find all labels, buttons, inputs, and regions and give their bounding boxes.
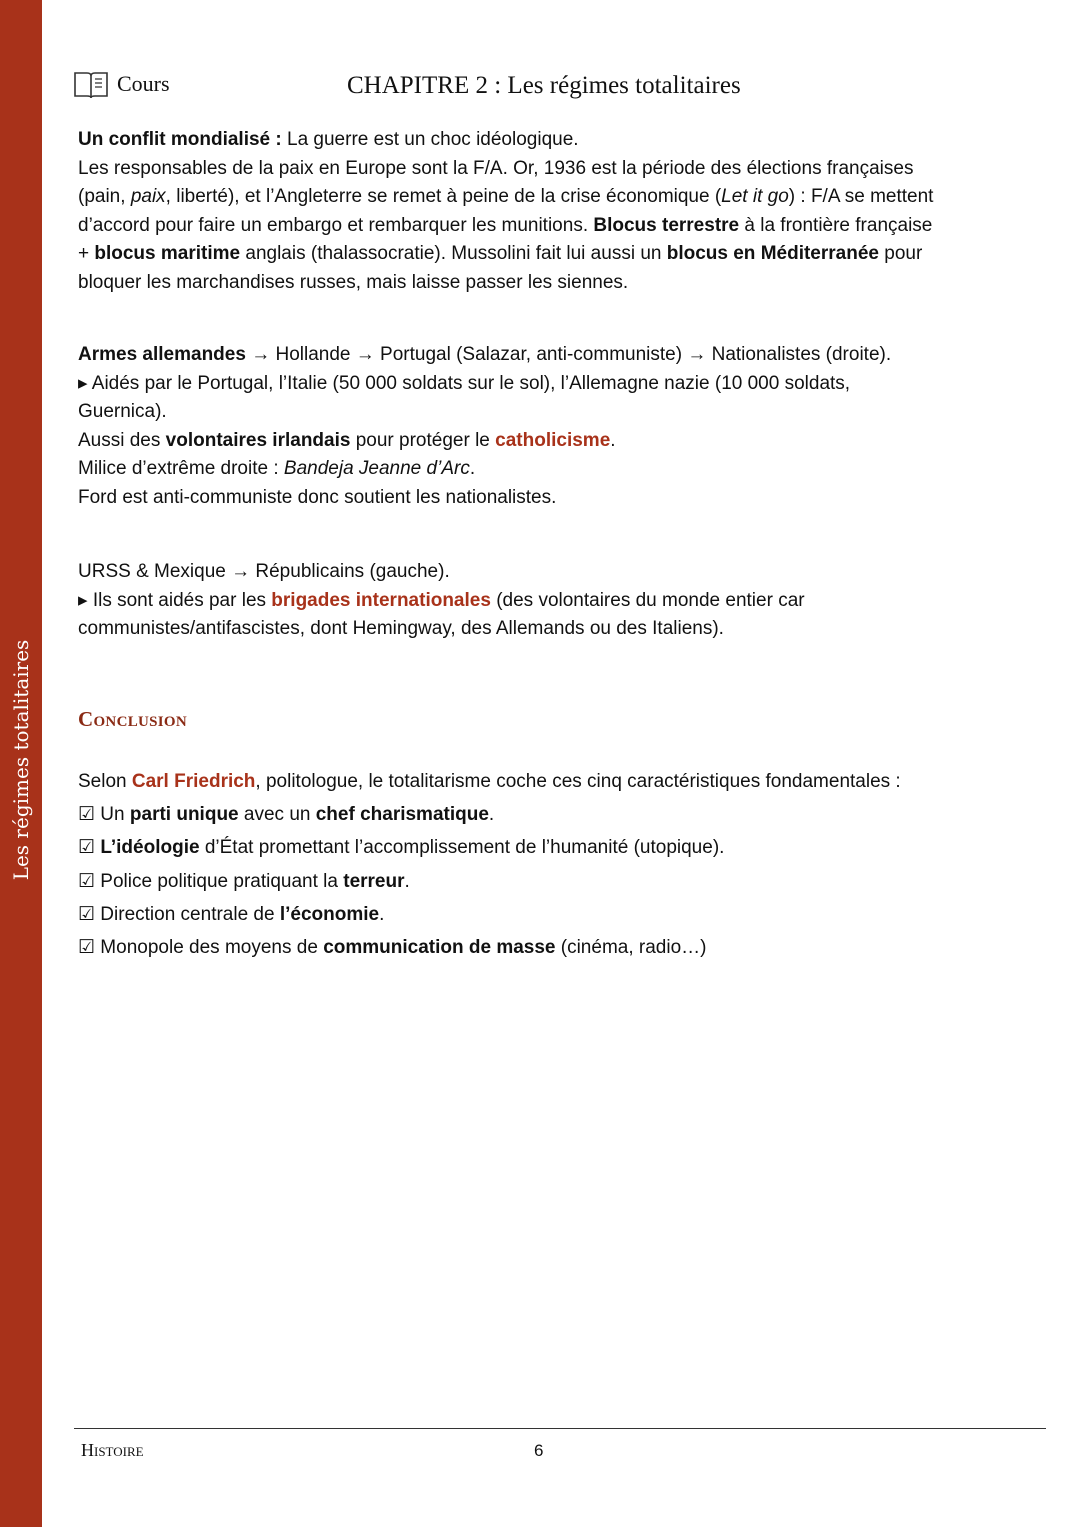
text-segment: à la frontière française	[739, 214, 933, 236]
emphasis-text: paix	[130, 186, 166, 208]
conclusion-heading: Conclusion	[78, 707, 188, 731]
text-segment: Guernica).	[78, 401, 167, 423]
text-segment: d’État promettant l’accomplissement de l’humanité (utopique).	[199, 837, 725, 859]
text-segment: , politologue, le totalitarisme coche ces cinq caractéristiques fondamentales :	[255, 771, 901, 792]
chapter-title: CHAPITRE 2 : Les régimes totalitaires	[347, 72, 741, 99]
list-item	[78, 865, 901, 898]
text-segment: Selon	[78, 771, 132, 792]
text-segment: (des volontaires du monde entier car	[490, 589, 805, 611]
text-segment: avec un	[238, 804, 316, 826]
text-segment: ☑	[78, 837, 101, 859]
text-segment: (pain,	[78, 186, 131, 208]
text-segment: ▸ Ils sont aidés par les	[78, 589, 272, 611]
text-segment: pour protéger le	[350, 429, 496, 451]
list-item	[78, 898, 901, 931]
text-segment: Ford est anti-communiste donc soutient les nationalistes.	[78, 486, 557, 508]
emphasis-text: l’économie	[279, 903, 380, 925]
text-segment: URSS & Mexique → Républicains (gauche).	[78, 561, 450, 582]
text-line	[78, 370, 891, 399]
text-line	[78, 615, 805, 644]
emphasis-text: chef charismatique	[315, 804, 489, 826]
text-segment: (cinéma, radio…)	[555, 936, 707, 958]
sidebar-band	[0, 0, 42, 1527]
text-segment: La guerre est un choc idéologique.	[281, 129, 579, 150]
text-segment: .	[404, 870, 410, 892]
text-line	[78, 126, 933, 155]
text-segment: communistes/antifascistes, dont Hemingway, des Allemands ou des Italiens).	[78, 618, 724, 640]
text-segment: .	[488, 804, 495, 826]
text-line	[78, 455, 891, 484]
text-segment: d’accord pour faire un embargo et rembarquer les munitions.	[78, 214, 594, 236]
text-line	[78, 558, 805, 587]
emphasis-text: terreur	[343, 870, 405, 892]
list-item	[78, 765, 901, 798]
emphasis-text: parti unique	[129, 804, 239, 826]
text-segment: ☑ Un	[78, 804, 130, 826]
emphasis-text: Carl Friedrich	[131, 771, 256, 792]
text-segment: ☑ Direction centrale de	[78, 903, 280, 925]
list-item	[78, 831, 901, 864]
emphasis-text: blocus maritime	[94, 243, 241, 265]
emphasis-text: communication de masse	[323, 936, 556, 958]
page-number: 6	[534, 1441, 544, 1460]
list-item	[78, 931, 901, 964]
paragraph-global-conflict	[78, 126, 933, 298]
emphasis-text: brigades internationales	[271, 589, 491, 611]
paragraph-republican-support	[78, 558, 805, 644]
text-line	[78, 398, 891, 427]
text-line	[78, 183, 933, 212]
footer-divider	[74, 1428, 1046, 1429]
section-label: Cours	[117, 71, 170, 96]
footer-subject: Histoire	[81, 1440, 144, 1460]
emphasis-text: L’idéologie	[100, 837, 200, 859]
text-line	[78, 212, 933, 241]
text-segment: +	[78, 243, 95, 265]
text-line	[78, 240, 933, 269]
text-segment: Les responsables de la paix en Europe sont la F/A. Or, 1936 est la période des élections françaises	[78, 157, 914, 179]
text-segment: .	[469, 458, 476, 480]
conclusion-list	[78, 765, 901, 964]
text-line	[78, 269, 933, 298]
emphasis-text: Bandeja Jeanne d’Arc	[283, 458, 470, 480]
text-segment: pour	[878, 243, 923, 265]
text-segment: → Hollande → Portugal (Salazar, anti-communiste) → Nationalistes (droite).	[245, 344, 892, 365]
text-segment: anglais (thalassocratie). Mussolini fait lui aussi un	[240, 243, 667, 265]
text-line	[78, 587, 805, 616]
emphasis-text: volontaires irlandais	[165, 429, 351, 451]
text-segment: .	[379, 903, 385, 925]
text-segment: ) : F/A se mettent	[788, 186, 934, 208]
text-line	[78, 341, 891, 370]
paragraph-nationalist-support	[78, 341, 891, 513]
emphasis-text: Un conflit mondialisé :	[78, 129, 282, 150]
text-line	[78, 155, 933, 184]
text-segment: Milice d’extrême droite :	[78, 458, 284, 480]
text-segment: .	[610, 429, 616, 451]
text-segment: ☑ Police politique pratiquant la	[78, 870, 344, 892]
emphasis-text: blocus en Méditerranée	[666, 243, 879, 265]
sidebar-label: Les régimes totalitaires	[9, 639, 33, 881]
text-segment: ☑ Monopole des moyens de	[78, 936, 324, 958]
text-segment: , liberté), et l’Angleterre se remet à peine de la crise économique (	[165, 186, 722, 208]
emphasis-text: Let it go	[721, 186, 789, 208]
text-line	[78, 484, 891, 513]
book-icon	[73, 70, 109, 105]
text-line	[78, 427, 891, 456]
list-item	[78, 798, 901, 831]
text-segment: bloquer les marchandises russes, mais laisse passer les siennes.	[78, 271, 629, 293]
text-segment: ▸ Aidés par le Portugal, l’Italie (50 000 soldats sur le sol), l’Allemagne nazie (10 000 soldats,	[78, 372, 851, 394]
emphasis-text: Armes allemandes	[78, 344, 246, 365]
text-segment: Aussi des	[78, 429, 166, 451]
emphasis-text: Blocus terrestre	[593, 214, 740, 236]
emphasis-text: catholicisme	[495, 429, 611, 451]
